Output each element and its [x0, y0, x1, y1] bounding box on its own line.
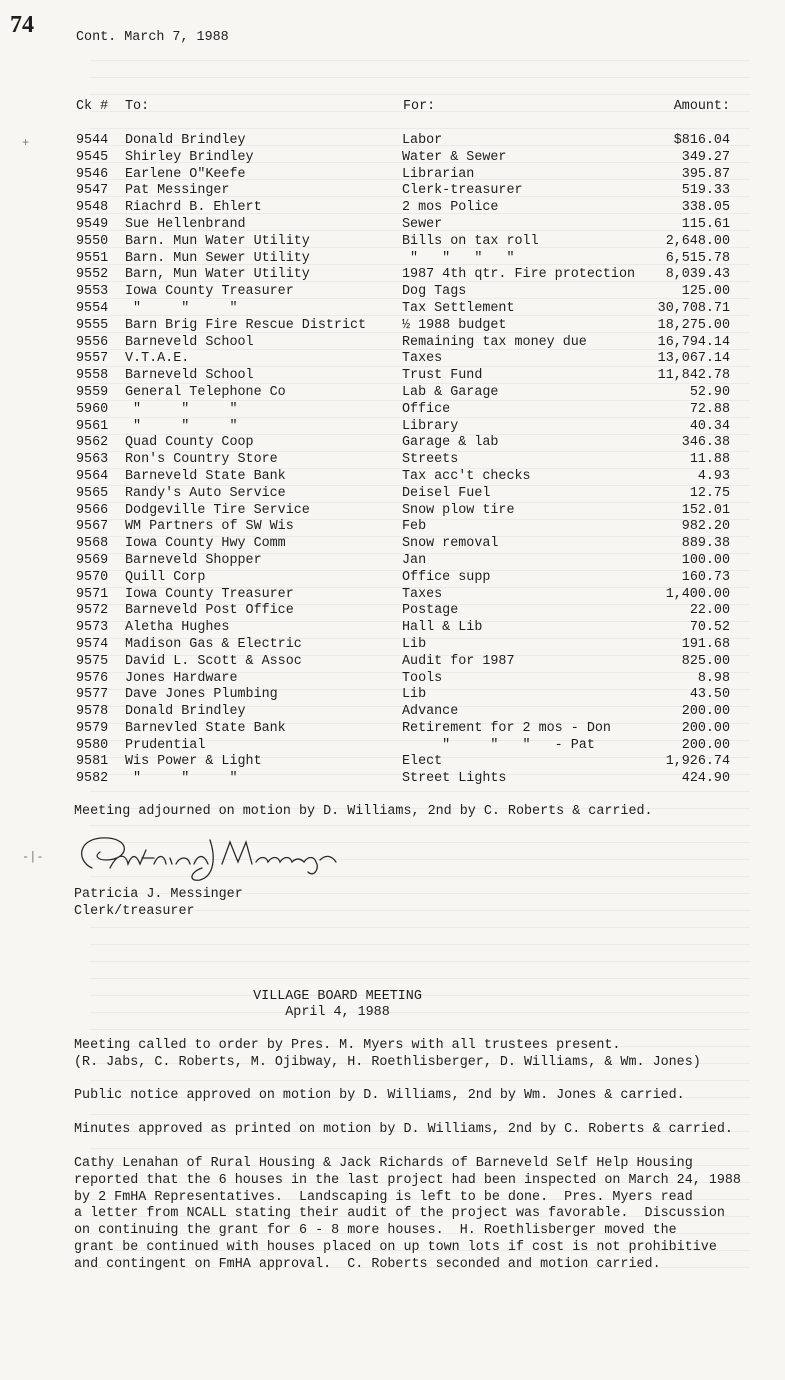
cell-payee: Iowa County Treasurer — [125, 586, 294, 602]
cell-payee: Ron's Country Store — [125, 452, 278, 468]
table-row — [0, 419, 785, 436]
table-row — [0, 452, 785, 469]
cell-purpose: Office supp — [402, 569, 491, 585]
cell-check-number: 9549 — [76, 216, 109, 232]
cell-payee: Barneveld State Bank — [125, 468, 286, 484]
cell-amount: 100.00 — [681, 552, 730, 568]
cell-purpose: Librarian — [402, 166, 475, 182]
cell-payee: Iowa County Treasurer — [125, 284, 294, 300]
cell-payee: Barneveld School — [125, 334, 254, 350]
cell-amount: 338.05 — [681, 200, 730, 216]
cell-amount: 191.68 — [681, 636, 730, 652]
cell-check-number: 9556 — [76, 334, 109, 350]
cell-amount: 2,648.00 — [665, 233, 730, 249]
cell-check-number: 9573 — [76, 620, 109, 636]
table-row — [0, 368, 785, 385]
cell-check-number: 9557 — [76, 351, 109, 367]
cell-check-number: 9577 — [76, 687, 109, 703]
cell-amount: 346.38 — [681, 435, 730, 451]
cell-purpose: Taxes — [402, 586, 443, 602]
cell-purpose: Sewer — [402, 216, 443, 232]
cell-purpose: 1987 4th qtr. Fire protection — [402, 267, 636, 283]
cell-amount: 349.27 — [681, 149, 730, 165]
cell-purpose: Water & Sewer — [402, 149, 507, 165]
cell-amount: 12.75 — [689, 485, 730, 501]
table-row — [0, 603, 785, 620]
table-row — [0, 351, 785, 368]
table-row — [0, 687, 785, 704]
table-row — [0, 217, 785, 234]
cell-amount: 982.20 — [681, 519, 730, 535]
cell-check-number: 9559 — [76, 384, 109, 400]
cell-payee: " " " — [125, 401, 238, 417]
cell-check-number: 9545 — [76, 149, 109, 165]
table-row — [0, 671, 785, 688]
paragraph-call-to-order: Meeting called to order by Pres. M. Myers with all trustees present. (R. Jabs, C. Roberts, M. Ojibway, H. Roethlisberger, D. Williams, & Wm. Jones) — [74, 1038, 701, 1070]
cell-payee: Earlene O"Keefe — [125, 166, 246, 182]
cell-payee: Iowa County Hwy Comm — [125, 536, 286, 552]
cell-purpose: Elect — [402, 754, 443, 770]
cell-payee: Sue Hellenbrand — [125, 216, 246, 232]
table-row — [0, 200, 785, 217]
cell-purpose: Remaining tax money due — [402, 334, 587, 350]
cell-amount: 6,515.78 — [665, 250, 730, 266]
cell-purpose: ½ 1988 budget — [402, 317, 507, 333]
cell-payee: Donald Brindley — [125, 133, 246, 148]
cell-check-number: 9561 — [76, 418, 109, 434]
cell-payee: General Telephone Co — [125, 384, 286, 400]
table-row — [0, 284, 785, 301]
cell-purpose: Feb — [402, 519, 427, 535]
cell-amount: 8.98 — [697, 670, 730, 686]
cell-payee: Dodgeville Tire Service — [125, 502, 310, 518]
cell-check-number: 9550 — [76, 233, 109, 249]
table-row — [0, 620, 785, 637]
cell-amount: 4.93 — [697, 468, 730, 484]
cell-purpose: Snow removal — [402, 536, 499, 552]
cell-check-number: 9567 — [76, 519, 109, 535]
paragraph-public-notice: Public notice approved on motion by D. Williams, 2nd by Wm. Jones & carried. — [74, 1088, 685, 1103]
table-row — [0, 721, 785, 738]
cell-check-number: 9568 — [76, 536, 109, 552]
cell-check-number: 9547 — [76, 183, 109, 199]
table-row — [0, 570, 785, 587]
paragraph-housing-report: Cathy Lenahan of Rural Housing & Jack Richards of Barneveld Self Help Housing reported that the 6 houses in the last project had been inspected on March 24, 1988 by 2 FmHA Representatives. Landscaping is left to be done. Pres. Myers read a letter from NCALL stating their audit of the project was favorable. Discussion on continuing the grant for 6 - 8 more houses. H. Roethlisberger moved the grant be continued with houses placed on up town lots if cost is not prohibitive and contingent on FmHA approval. C. Roberts seconded and motion carried. — [74, 1156, 741, 1272]
table-row — [0, 150, 785, 167]
cell-check-number: 9569 — [76, 552, 109, 568]
cell-payee: Barneveld School — [125, 368, 254, 384]
cell-purpose: Lab & Garage — [402, 384, 499, 400]
cell-check-number: 9562 — [76, 435, 109, 451]
cell-payee: Aletha Hughes — [125, 620, 230, 636]
cell-amount: 519.33 — [681, 183, 730, 199]
cell-check-number: 9572 — [76, 603, 109, 619]
cell-purpose: Tax acc't checks — [402, 468, 531, 484]
continued-header: Cont. March 7, 1988 — [76, 30, 229, 45]
table-row — [0, 536, 785, 553]
page-number: 74 — [10, 12, 34, 38]
paragraph-minutes: Minutes approved as printed on motion by D. Williams, 2nd by C. Roberts & carried. — [74, 1122, 733, 1137]
cell-amount: 16,794.14 — [657, 334, 730, 350]
table-row — [0, 435, 785, 452]
cell-purpose: Postage — [402, 603, 459, 619]
cell-amount: 395.87 — [681, 166, 730, 182]
signer-name: Patricia J. Messinger — [74, 887, 243, 902]
cell-payee: Barn. Mun Sewer Utility — [125, 250, 310, 266]
cell-purpose: Tools — [402, 670, 443, 686]
cell-amount: 40.34 — [689, 418, 730, 434]
margin-mark: + — [22, 136, 30, 150]
table-row — [0, 385, 785, 402]
cell-amount: 424.90 — [681, 771, 730, 787]
cell-payee: Barn. Mun Water Utility — [125, 233, 310, 249]
column-header-amount: Amount: — [673, 99, 730, 114]
table-row — [0, 167, 785, 184]
cell-check-number: 9582 — [76, 771, 109, 787]
table-row — [0, 486, 785, 503]
cell-purpose: Audit for 1987 — [402, 653, 515, 669]
cell-purpose: Snow plow tire — [402, 502, 515, 518]
cell-purpose: Lib — [402, 687, 427, 703]
cell-purpose: Streets — [402, 452, 459, 468]
cell-check-number: 9566 — [76, 502, 109, 518]
table-row — [0, 503, 785, 520]
cell-check-number: 5960 — [76, 401, 109, 417]
cell-purpose: Deisel Fuel — [402, 485, 491, 501]
cell-check-number: 9554 — [76, 300, 109, 316]
meeting-date: April 4, 1988 — [285, 1005, 390, 1020]
cell-amount: 72.88 — [689, 401, 730, 417]
cell-amount: 70.52 — [689, 620, 730, 636]
cell-payee: Quad County Coop — [125, 435, 254, 451]
table-row — [0, 402, 785, 419]
cell-check-number: 9570 — [76, 569, 109, 585]
cell-purpose: Hall & Lib — [402, 620, 483, 636]
cell-payee: Wis Power & Light — [125, 754, 262, 770]
cell-check-number: 9555 — [76, 317, 109, 333]
cell-amount: 22.00 — [689, 603, 730, 619]
cell-purpose: Retirement for 2 mos - Don — [402, 720, 611, 736]
cell-payee: Jones Hardware — [125, 670, 238, 686]
cell-payee: Barneveld Post Office — [125, 603, 294, 619]
cell-payee: David L. Scott & Assoc — [125, 653, 302, 669]
table-row — [0, 335, 785, 352]
table-row — [0, 738, 785, 755]
cell-check-number: 9546 — [76, 166, 109, 182]
cell-amount: 152.01 — [681, 502, 730, 518]
cell-purpose: Trust Fund — [402, 368, 483, 384]
cell-amount: 30,708.71 — [657, 300, 730, 316]
table-row — [0, 637, 785, 654]
cell-check-number: 9564 — [76, 468, 109, 484]
adjournment-note: Meeting adjourned on motion by D. Williams, 2nd by C. Roberts & carried. — [74, 804, 653, 819]
table-row — [0, 754, 785, 771]
cell-payee: Riachrd B. Ehlert — [125, 200, 262, 216]
cell-check-number: 9576 — [76, 670, 109, 686]
cell-amount: 160.73 — [681, 569, 730, 585]
cell-check-number: 9565 — [76, 485, 109, 501]
cell-payee: Randy's Auto Service — [125, 485, 286, 501]
cell-purpose: Advance — [402, 704, 459, 720]
cell-payee: WM Partners of SW Wis — [125, 519, 294, 535]
cell-payee: " " " — [125, 771, 238, 787]
cell-payee: Prudential — [125, 737, 206, 753]
cell-check-number: 9553 — [76, 284, 109, 300]
cell-purpose: Bills on tax roll — [402, 233, 539, 249]
cell-amount: 1,400.00 — [665, 586, 730, 602]
column-header-to: To: — [125, 99, 150, 114]
cell-payee: Barn Brig Fire Rescue District — [125, 317, 367, 333]
table-row — [0, 654, 785, 671]
cell-purpose: Labor — [402, 133, 443, 148]
column-header-check-number: Ck # — [76, 99, 109, 114]
table-row — [0, 469, 785, 486]
cell-purpose: Library — [402, 418, 459, 434]
cell-amount: 200.00 — [681, 720, 730, 736]
cell-payee: Dave Jones Plumbing — [125, 687, 278, 703]
cell-payee: Pat Messinger — [125, 183, 230, 199]
handwritten-signature — [70, 828, 350, 890]
cell-amount: 200.00 — [681, 737, 730, 753]
cell-purpose: Street Lights — [402, 771, 507, 787]
cell-purpose: " " " " — [402, 250, 515, 266]
cell-purpose: 2 mos Police — [402, 200, 499, 216]
cell-payee: Barneveld Shopper — [125, 552, 262, 568]
cell-purpose: " " " - Pat — [402, 737, 595, 753]
cell-amount: 11.88 — [689, 452, 730, 468]
cell-payee: V.T.A.E. — [125, 351, 190, 367]
signer-title: Clerk/treasurer — [74, 904, 195, 919]
cell-check-number: 9548 — [76, 200, 109, 216]
checks-table — [0, 133, 785, 788]
table-row — [0, 704, 785, 721]
table-row — [0, 771, 785, 788]
cell-payee: Barnevled State Bank — [125, 720, 286, 736]
cell-amount: 43.50 — [689, 687, 730, 703]
cell-check-number: 9563 — [76, 452, 109, 468]
cell-amount: 115.61 — [681, 216, 730, 232]
cell-check-number: 9578 — [76, 704, 109, 720]
table-row — [0, 318, 785, 335]
cell-amount: 13,067.14 — [657, 351, 730, 367]
cell-check-number: 9551 — [76, 250, 109, 266]
cell-amount: 8,039.43 — [665, 267, 730, 283]
cell-amount: 889.38 — [681, 536, 730, 552]
cell-check-number: 9558 — [76, 368, 109, 384]
signer-block — [74, 886, 243, 920]
cell-payee: Donald Brindley — [125, 704, 246, 720]
cell-purpose: Office — [402, 401, 451, 417]
table-row — [0, 234, 785, 251]
cell-amount: 11,842.78 — [657, 368, 730, 384]
cell-purpose: Tax Settlement — [402, 300, 515, 316]
cell-payee: Shirley Brindley — [125, 149, 254, 165]
cell-purpose: Jan — [402, 552, 427, 568]
cell-amount: 18,275.00 — [657, 317, 730, 333]
table-row — [0, 267, 785, 284]
column-header-for: For: — [403, 99, 436, 114]
table-row — [0, 183, 785, 200]
cell-amount: 52.90 — [689, 384, 730, 400]
cell-purpose: Garage & lab — [402, 435, 499, 451]
cell-check-number: 9581 — [76, 754, 109, 770]
table-row — [0, 251, 785, 268]
meeting-title: VILLAGE BOARD MEETING — [253, 989, 422, 1004]
cell-payee: Barn, Mun Water Utility — [125, 267, 310, 283]
cell-check-number: 9580 — [76, 737, 109, 753]
cell-check-number: 9579 — [76, 720, 109, 736]
cell-check-number: 9575 — [76, 653, 109, 669]
cell-check-number: 9544 — [76, 133, 109, 148]
table-row — [0, 587, 785, 604]
cell-purpose: Clerk-treasurer — [402, 183, 523, 199]
margin-mark: -|- — [22, 850, 44, 864]
cell-purpose: Dog Tags — [402, 284, 467, 300]
cell-purpose: Taxes — [402, 351, 443, 367]
table-row — [0, 133, 785, 150]
cell-check-number: 9571 — [76, 586, 109, 602]
cell-amount: 825.00 — [681, 653, 730, 669]
table-row — [0, 553, 785, 570]
cell-payee: " " " — [125, 300, 238, 316]
cell-amount: $816.04 — [673, 133, 730, 148]
cell-payee: Quill Corp — [125, 569, 206, 585]
table-row — [0, 301, 785, 318]
cell-purpose: Lib — [402, 636, 427, 652]
cell-amount: 125.00 — [681, 284, 730, 300]
cell-amount: 1,926.74 — [665, 754, 730, 770]
cell-check-number: 9574 — [76, 636, 109, 652]
cell-payee: " " " — [125, 418, 238, 434]
table-row — [0, 519, 785, 536]
cell-payee: Madison Gas & Electric — [125, 636, 302, 652]
cell-amount: 200.00 — [681, 704, 730, 720]
cell-check-number: 9552 — [76, 267, 109, 283]
